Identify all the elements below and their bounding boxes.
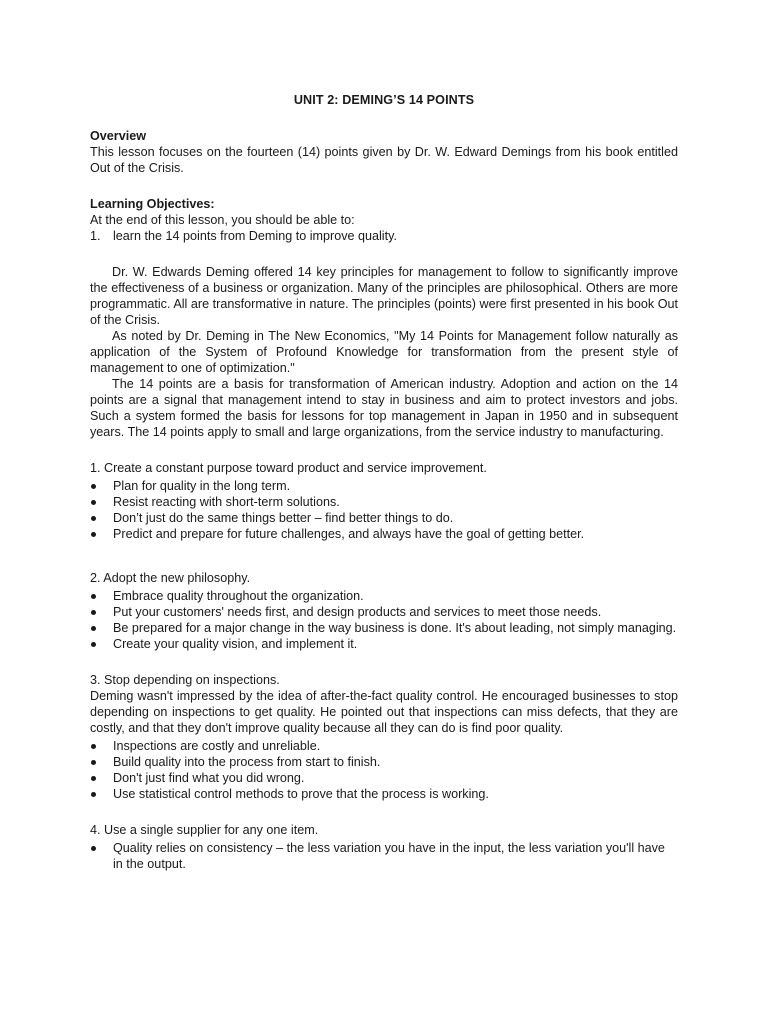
bullet-item: Quality relies on consistency – the less variation you have in the input, the less variation you'll have in the output. <box>90 840 678 872</box>
bullet-icon <box>90 478 113 494</box>
list-number: 1. <box>90 229 101 243</box>
point-heading: 2. Adopt the new philosophy. <box>90 571 251 585</box>
bullet-list <box>90 840 678 872</box>
document-title: UNIT 2: DEMING’S 14 POINTS <box>293 93 475 107</box>
objectives-heading: Learning Objectives: <box>90 197 215 211</box>
objectives-list <box>90 228 678 244</box>
bullet-item: Don't just find what you did wrong. <box>90 770 678 786</box>
list-text: learn the 14 points from Deming to improve quality. <box>113 229 397 243</box>
bullet-icon <box>90 636 113 652</box>
point-heading: 3. Stop depending on inspections. <box>90 673 280 687</box>
point-heading: 1. Create a constant purpose toward product and service improvement. <box>90 461 487 475</box>
bullet-item: Create your quality vision, and implement it. <box>90 636 678 652</box>
point-description: Deming wasn't impressed by the idea of after-the-fact quality control. He encouraged businesses to stop depending on inspections to get quality. He pointed out that inspections can miss defects, that they are costly, and that they don't improve quality because all they can do is find poor quality. <box>90 689 678 735</box>
bullet-icon <box>90 786 113 802</box>
intro-paragraph: The 14 points are a basis for transformation of American industry. Adoption and action on the 14 points are a signal that management intend to stay in business and aim to protect investors and jobs. Such a system formed the basis for lessons for top management in Japan in 1950 and in subsequent years. The 14 points apply to small and large organizations, from the service industry to manufacturing. <box>90 377 678 439</box>
point-heading: 4. Use a single supplier for any one item. <box>90 823 319 837</box>
bullet-list <box>90 738 678 802</box>
bullet-icon <box>90 510 113 526</box>
bullet-icon <box>90 494 113 510</box>
bullet-item: Plan for quality in the long term. <box>90 478 678 494</box>
bullet-item: Don’t just do the same things better – find better things to do. <box>90 510 678 526</box>
list-item <box>90 228 678 244</box>
bullet-icon <box>90 738 113 754</box>
overview-text: This lesson focuses on the fourteen (14) points given by Dr. W. Edward Demings from his book entitled Out of the Crisis. <box>90 145 678 175</box>
bullet-list <box>90 478 678 542</box>
bullet-icon <box>90 604 113 620</box>
bullet-icon <box>90 620 113 636</box>
intro-paragraph: As noted by Dr. Deming in The New Economics, "My 14 Points for Management follow naturally as application of the System of Profound Knowledge for transformation from the present style of management to one of optimization." <box>90 329 678 375</box>
intro-paragraph: Dr. W. Edwards Deming offered 14 key principles for management to follow to significantly improve the effectiveness of a business or organization. Many of the principles are philosophical. Others are more programmatic. All are transformative in nature. The principles (points) were first presented in his book Out of the Crisis. <box>90 265 678 327</box>
bullet-item: Resist reacting with short-term solutions. <box>90 494 678 510</box>
objectives-intro: At the end of this lesson, you should be able to: <box>90 213 355 227</box>
document-page <box>90 92 678 872</box>
bullet-icon <box>90 588 113 604</box>
bullet-item: Use statistical control methods to prove that the process is working. <box>90 786 678 802</box>
bullet-item: Embrace quality throughout the organization. <box>90 588 678 604</box>
bullet-icon <box>90 840 113 872</box>
bullet-icon <box>90 770 113 786</box>
bullet-item: Build quality into the process from start to finish. <box>90 754 678 770</box>
bullet-item: Inspections are costly and unreliable. <box>90 738 678 754</box>
overview-heading: Overview <box>90 129 147 143</box>
bullet-item: Be prepared for a major change in the way business is done. It's about leading, not simply managing. <box>90 620 678 636</box>
bullet-item: Predict and prepare for future challenges, and always have the goal of getting better. <box>90 526 678 542</box>
bullet-list <box>90 588 678 652</box>
bullet-icon <box>90 526 113 542</box>
bullet-icon <box>90 754 113 770</box>
bullet-item: Put your customers' needs first, and design products and services to meet those needs. <box>90 604 678 620</box>
